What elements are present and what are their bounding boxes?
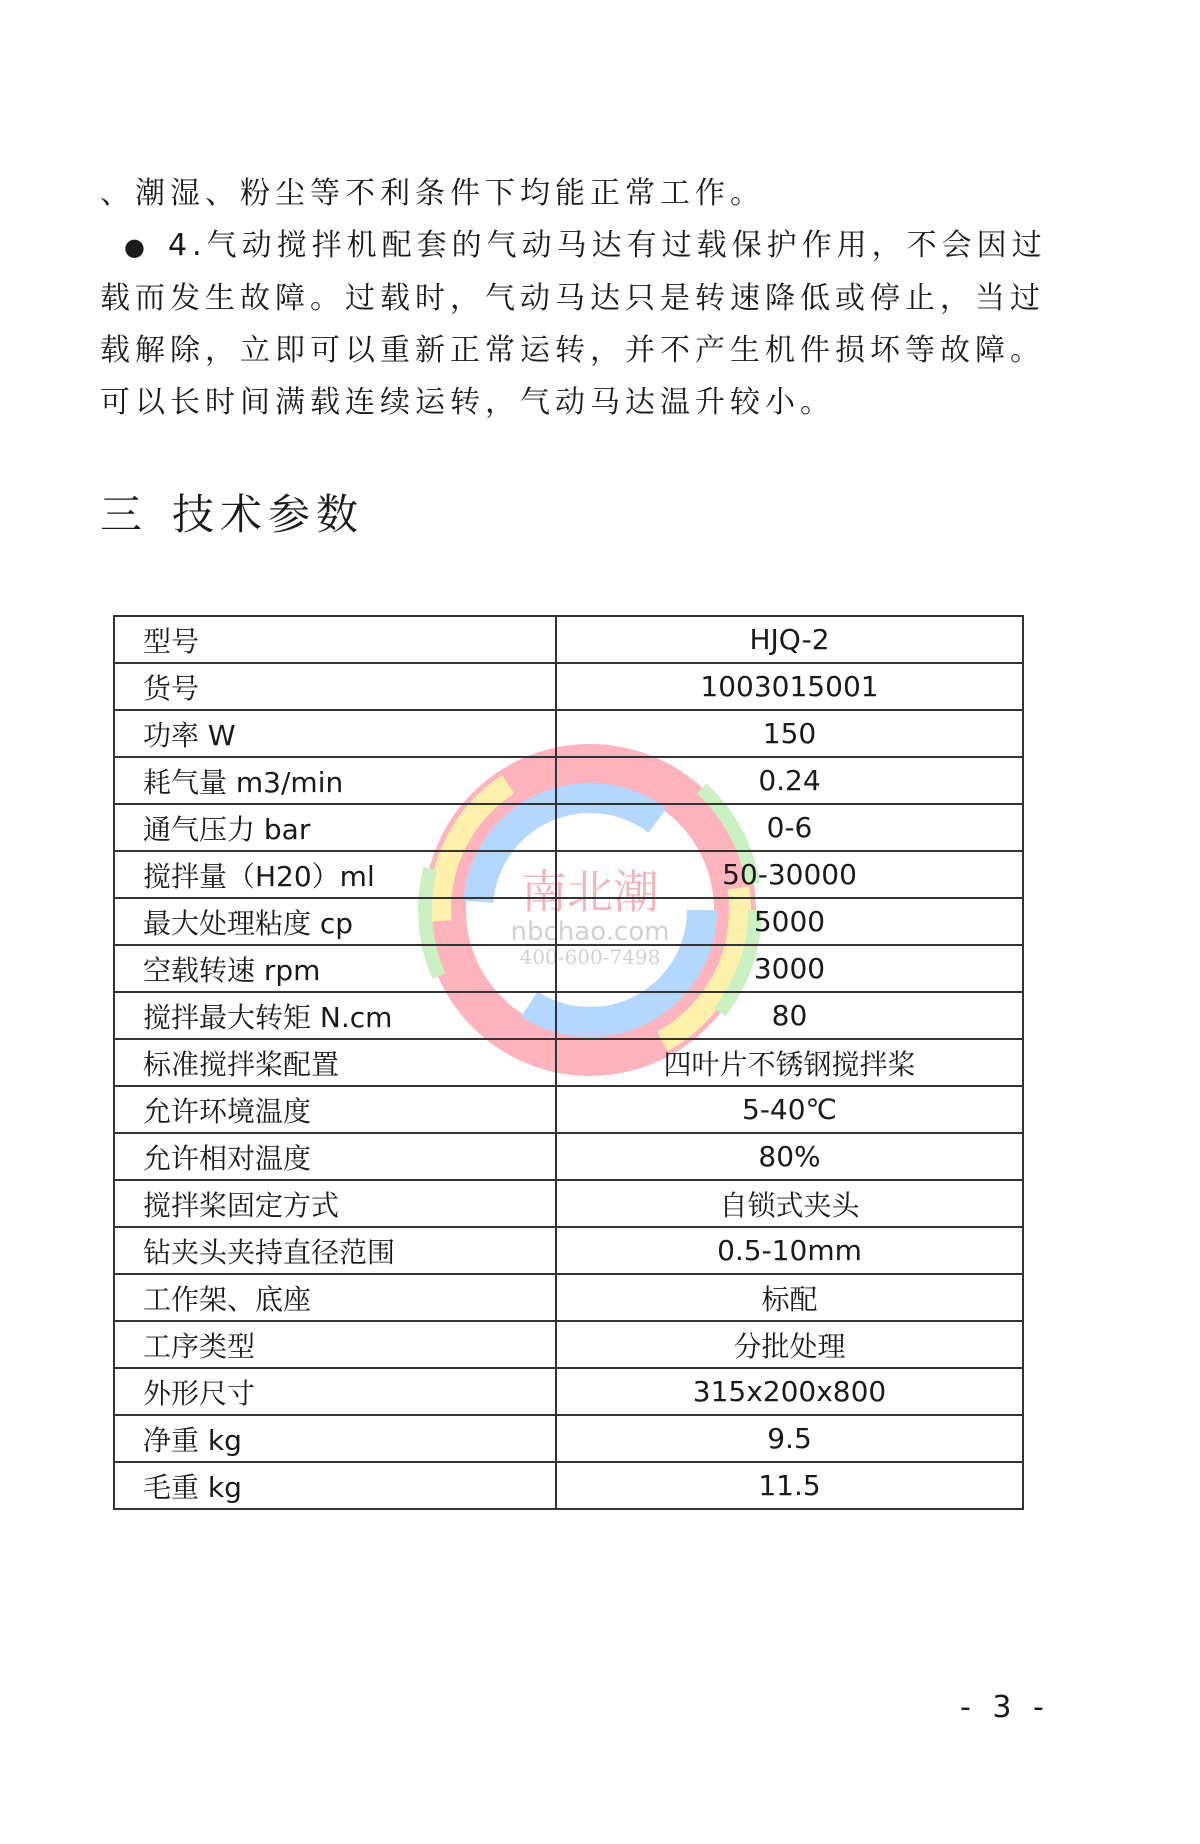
spec-table-body — [114, 616, 1023, 1509]
bullet-dot: ● — [124, 233, 150, 261]
spec-label: 搅拌桨固定方式 — [114, 1180, 556, 1227]
spec-label: 钻夹头夹持直径范围 — [114, 1227, 556, 1274]
feature-4-text: 4.气动搅拌机配套的气动马达有过载保护作用，不会因过载而发生故障。过载时，气动马达只是转速降低或停止，当过载解除，立即可以重新正常运转，并不产生机件损坏等故障。可以长时间满载连续运转，气动马达温升较小。 — [100, 228, 1047, 420]
page-number: - 3 - — [960, 1690, 1050, 1725]
spec-label: 功率 W — [114, 710, 556, 757]
spec-row — [114, 1039, 1023, 1086]
spec-value: HJQ-2 — [556, 616, 1023, 663]
spec-row — [114, 1133, 1023, 1180]
spec-row — [114, 663, 1023, 710]
spec-label: 最大处理粘度 cp — [114, 898, 556, 945]
spec-value: 9.5 — [556, 1415, 1023, 1462]
spec-table — [113, 615, 1024, 1510]
spec-label: 标准搅拌桨配置 — [114, 1039, 556, 1086]
spec-row — [114, 1321, 1023, 1368]
spec-row — [114, 1086, 1023, 1133]
spec-row — [114, 616, 1023, 663]
spec-label: 允许环境温度 — [114, 1086, 556, 1133]
spec-row — [114, 710, 1023, 757]
section-number: 三 — [100, 490, 149, 539]
spec-label: 外形尺寸 — [114, 1368, 556, 1415]
spec-row — [114, 1368, 1023, 1415]
spec-row — [114, 804, 1023, 851]
watermark-site: nbchao.com — [510, 917, 670, 947]
spec-value: 0.5-10mm — [556, 1227, 1023, 1274]
spec-value: 50-30000 — [556, 851, 1023, 898]
spec-label: 毛重 kg — [114, 1462, 556, 1509]
spec-row — [114, 1180, 1023, 1227]
spec-label: 工作架、底座 — [114, 1274, 556, 1321]
spec-value: 0-6 — [556, 804, 1023, 851]
section-heading — [100, 482, 364, 542]
spec-value: 315x200x800 — [556, 1368, 1023, 1415]
spec-label: 搅拌最大转矩 N.cm — [114, 992, 556, 1039]
section-title: 技术参数 — [172, 490, 365, 539]
spec-label: 耗气量 m3/min — [114, 757, 556, 804]
spec-row — [114, 1462, 1023, 1509]
spec-value: 11.5 — [556, 1462, 1023, 1509]
spec-label: 搅拌量（H20）ml — [114, 851, 556, 898]
spec-row — [114, 757, 1023, 804]
spec-label: 工序类型 — [114, 1321, 556, 1368]
spec-value: 150 — [556, 710, 1023, 757]
spec-value: 1003015001 — [556, 663, 1023, 710]
watermark-brand: 南北潮 — [521, 865, 659, 919]
spec-row — [114, 945, 1023, 992]
spec-row — [114, 1227, 1023, 1274]
spec-value: 80% — [556, 1133, 1023, 1180]
paragraph-feature-4 — [100, 220, 1060, 429]
spec-row — [114, 992, 1023, 1039]
spec-value: 0.24 — [556, 757, 1023, 804]
spec-value: 标配 — [556, 1274, 1023, 1321]
spec-label: 型号 — [114, 616, 556, 663]
spec-value: 5000 — [556, 898, 1023, 945]
spec-value: 80 — [556, 992, 1023, 1039]
spec-label: 净重 kg — [114, 1415, 556, 1462]
spec-row — [114, 851, 1023, 898]
spec-row — [114, 1274, 1023, 1321]
spec-value: 自锁式夹头 — [556, 1180, 1023, 1227]
spec-value: 分批处理 — [556, 1321, 1023, 1368]
spec-value: 四叶片不锈钢搅拌桨 — [556, 1039, 1023, 1086]
spec-label: 空载转速 rpm — [114, 945, 556, 992]
spec-row — [114, 898, 1023, 945]
spec-row — [114, 1415, 1023, 1462]
spec-label: 通气压力 bar — [114, 804, 556, 851]
spec-label: 允许相对温度 — [114, 1133, 556, 1180]
spec-value: 3000 — [556, 945, 1023, 992]
paragraph-continuation: 、潮湿、粉尘等不利条件下均能正常工作。 — [100, 176, 765, 211]
watermark-phone: 400-600-7498 — [519, 945, 661, 969]
spec-label: 货号 — [114, 663, 556, 710]
spec-value: 5-40℃ — [556, 1086, 1023, 1133]
